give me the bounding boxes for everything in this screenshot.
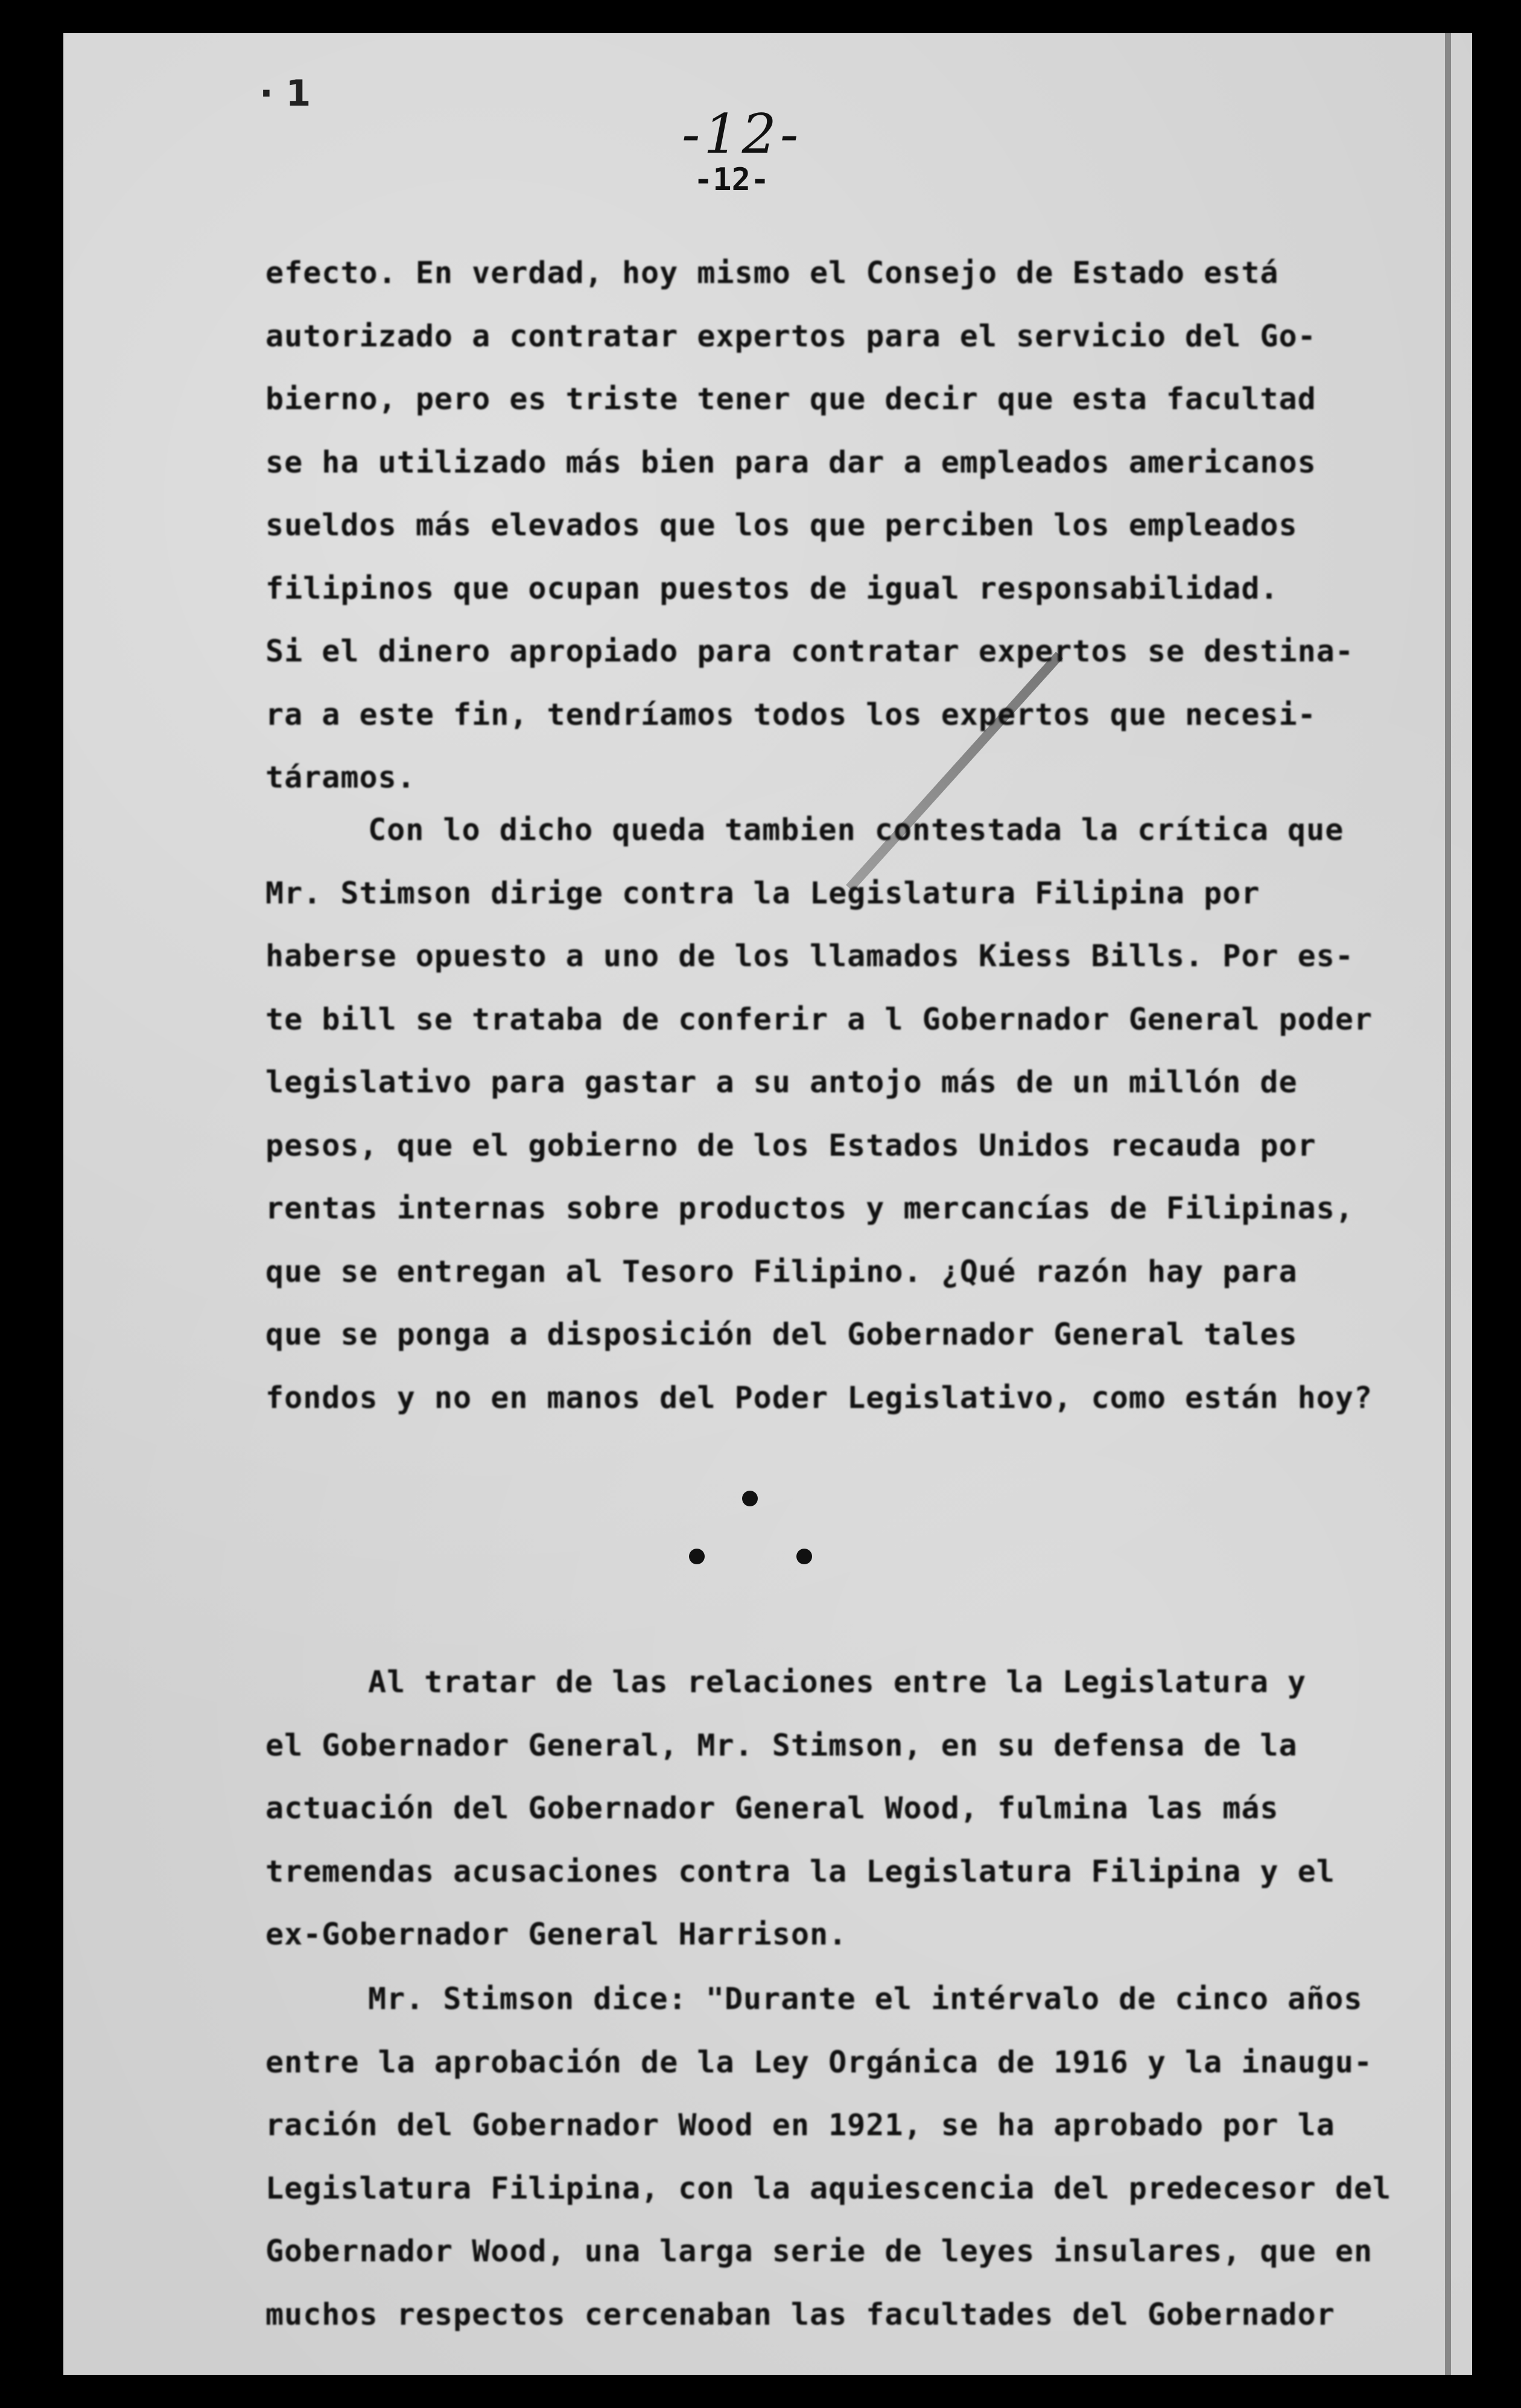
text-line: que se ponga a disposición del Gobernador General tales — [265, 1317, 1298, 1352]
paragraph-1 — [265, 241, 1354, 809]
text-line: ración del Gobernador Wood en 1921, se ha aprobado por la — [265, 2107, 1335, 2142]
text-line: sueldos más elevados que los que perciben los empleados — [265, 508, 1298, 543]
divider-dot — [689, 1549, 705, 1564]
text-line: rentas internas sobre productos y mercancías de Filipinas, — [265, 1191, 1354, 1226]
text-line: ra a este fin, tendríamos todos los expertos que necesi- — [265, 696, 1316, 732]
page-edge — [1445, 33, 1451, 2375]
text-line: actuación del Gobernador General Wood, fulmina las más — [265, 1791, 1279, 1826]
handwritten-page-number: -12- — [682, 103, 802, 166]
text-line: que se entregan al Tesoro Filipino. ¿Qué razón hay para — [265, 1253, 1298, 1289]
text-line: pesos, que el gobierno de los Estados Unidos recauda por — [265, 1127, 1316, 1163]
divider-dot — [796, 1549, 812, 1564]
text-line: autorizado a contratar expertos para el servicio del Go- — [265, 318, 1316, 354]
paragraph-4 — [265, 1967, 1392, 2346]
text-line: tremendas acusaciones contra la Legislatura Filipina y el — [265, 1853, 1335, 1889]
text-line: muchos respectos cercenaban las facultades del Gobernador — [265, 2296, 1335, 2332]
text-line: haberse opuesto a uno de los llamados Kiess Bills. Por es- — [265, 938, 1354, 973]
corner-mark: · 1 — [259, 72, 311, 115]
text-line: bierno, pero es triste tener que decir que esta facultad — [265, 381, 1316, 416]
text-line: Si el dinero apropiado para contratar expertos se destina- — [265, 634, 1354, 669]
text-line: Gobernador Wood, una larga serie de leyes insulares, que en — [265, 2234, 1373, 2269]
text-line: Mr. Stimson dirige contra la Legislatura Filipina por — [265, 875, 1260, 911]
divider-dot — [742, 1491, 758, 1506]
paragraph-2 — [265, 798, 1373, 1429]
text-line: táramos. — [265, 760, 416, 795]
text-line: Al tratar de las relaciones entre la Legislatura y — [368, 1664, 1307, 1699]
text-line: filipinos que ocupan puestos de igual responsabilidad. — [265, 570, 1279, 606]
text-line: legislativo para gastar a su antojo más de un millón de — [265, 1065, 1298, 1100]
text-line: efecto. En verdad, hoy mismo el Consejo de Estado está — [265, 255, 1279, 290]
text-line: Legislatura Filipina, con la aquiescencia del predecesor del — [265, 2170, 1392, 2206]
text-line: Mr. Stimson dice: "Durante el intérvalo de cinco años — [368, 1981, 1363, 2016]
text-line: ex-Gobernador General Harrison. — [265, 1917, 848, 1952]
text-line: se ha utilizado más bien para dar a empleados americanos — [265, 444, 1316, 480]
text-line: te bill se trataba de conferir a l Gobernador General poder — [265, 1001, 1373, 1037]
typed-page-number: -12- — [694, 162, 770, 198]
text-line: fondos y no en manos del Poder Legislativo, como están hoy? — [265, 1380, 1373, 1415]
paragraph-3 — [265, 1651, 1335, 1966]
text-line: el Gobernador General, Mr. Stimson, en su defensa de la — [265, 1727, 1298, 1763]
text-line: Con lo dicho queda tambien contestada la crítica que — [368, 812, 1344, 847]
text-line: entre la aprobación de la Ley Orgánica de 1916 y la inaugu- — [265, 2044, 1373, 2080]
